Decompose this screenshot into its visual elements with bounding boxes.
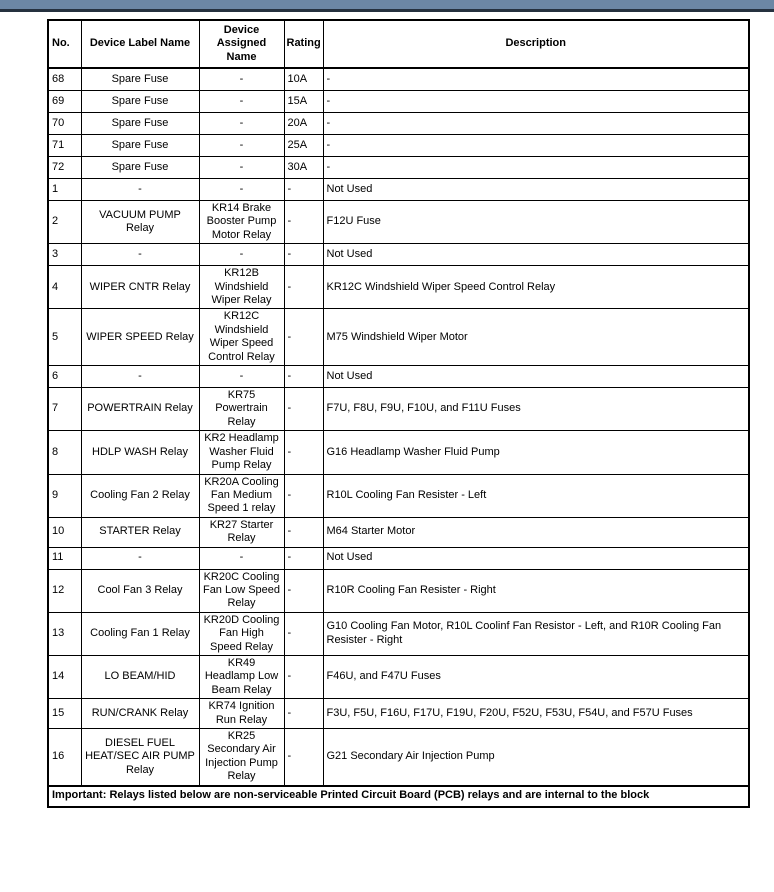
cell-no: 6 (48, 366, 81, 388)
footer-row (48, 786, 749, 807)
cell-description: G21 Secondary Air Injection Pump (323, 729, 749, 786)
cell-rating: - (284, 729, 323, 786)
cell-description: R10R Cooling Fan Resister - Right (323, 569, 749, 612)
table-body (48, 68, 749, 786)
cell-label: WIPER CNTR Relay (81, 266, 199, 309)
cell-no: 12 (48, 569, 81, 612)
cell-no: 2 (48, 201, 81, 244)
cell-no: 72 (48, 157, 81, 179)
table-row (48, 655, 749, 698)
cell-description: Not Used (323, 244, 749, 266)
cell-label: WIPER SPEED Relay (81, 309, 199, 366)
cell-label: Spare Fuse (81, 135, 199, 157)
cell-no: 8 (48, 431, 81, 474)
cell-rating: - (284, 517, 323, 547)
cell-description: KR12C Windshield Wiper Speed Control Relay (323, 266, 749, 309)
cell-no: 11 (48, 547, 81, 569)
cell-rating: - (284, 201, 323, 244)
table-row (48, 135, 749, 157)
cell-no: 4 (48, 266, 81, 309)
cell-no: 15 (48, 699, 81, 729)
cell-label: Cooling Fan 1 Relay (81, 612, 199, 655)
cell-description: - (323, 113, 749, 135)
cell-no: 71 (48, 135, 81, 157)
cell-assigned: - (199, 179, 284, 201)
cell-rating: - (284, 266, 323, 309)
cell-label: Spare Fuse (81, 113, 199, 135)
column-header: No. (48, 20, 81, 68)
cell-assigned: KR74 Ignition Run Relay (199, 699, 284, 729)
cell-label: LO BEAM/HID (81, 655, 199, 698)
cell-no: 1 (48, 179, 81, 201)
cell-no: 16 (48, 729, 81, 786)
cell-description: Not Used (323, 366, 749, 388)
cell-assigned: - (199, 366, 284, 388)
cell-description: - (323, 135, 749, 157)
cell-no: 70 (48, 113, 81, 135)
cell-label: Cool Fan 3 Relay (81, 569, 199, 612)
footer-note: Important: Relays listed below are non-serviceable Printed Circuit Board (PCB) relays and are internal to the block (48, 786, 749, 807)
cell-rating: - (284, 547, 323, 569)
cell-assigned: - (199, 244, 284, 266)
cell-assigned: - (199, 547, 284, 569)
document-page (47, 19, 774, 808)
table-row (48, 699, 749, 729)
cell-description: - (323, 91, 749, 113)
cell-label: VACUUM PUMP Relay (81, 201, 199, 244)
table-row (48, 266, 749, 309)
cell-rating: - (284, 179, 323, 201)
cell-description: M75 Windshield Wiper Motor (323, 309, 749, 366)
table-row (48, 388, 749, 431)
cell-assigned: KR20D Cooling Fan High Speed Relay (199, 612, 284, 655)
cell-description: R10L Cooling Fan Resister - Left (323, 474, 749, 517)
cell-label: DIESEL FUEL HEAT/SEC AIR PUMP Relay (81, 729, 199, 786)
cell-assigned: KR12C Windshield Wiper Speed Control Relay (199, 309, 284, 366)
cell-rating: - (284, 569, 323, 612)
cell-description: M64 Starter Motor (323, 517, 749, 547)
cell-label: POWERTRAIN Relay (81, 388, 199, 431)
column-header: Description (323, 20, 749, 68)
cell-rating: - (284, 244, 323, 266)
cell-assigned: - (199, 157, 284, 179)
cell-rating: - (284, 474, 323, 517)
cell-assigned: KR25 Secondary Air Injection Pump Relay (199, 729, 284, 786)
cell-label: HDLP WASH Relay (81, 431, 199, 474)
cell-description: - (323, 68, 749, 91)
cell-no: 13 (48, 612, 81, 655)
cell-no: 69 (48, 91, 81, 113)
table-row (48, 201, 749, 244)
table-row (48, 179, 749, 201)
cell-assigned: KR20A Cooling Fan Medium Speed 1 relay (199, 474, 284, 517)
cell-description: - (323, 157, 749, 179)
cell-assigned: KR2 Headlamp Washer Fluid Pump Relay (199, 431, 284, 474)
cell-description: Not Used (323, 547, 749, 569)
top-accent-bar (0, 0, 774, 12)
table-row (48, 68, 749, 91)
cell-rating: - (284, 309, 323, 366)
cell-no: 7 (48, 388, 81, 431)
cell-assigned: KR49 Headlamp Low Beam Relay (199, 655, 284, 698)
cell-rating: - (284, 612, 323, 655)
cell-assigned: KR12B Windshield Wiper Relay (199, 266, 284, 309)
table-row (48, 474, 749, 517)
column-header: Device Label Name (81, 20, 199, 68)
cell-label: Spare Fuse (81, 68, 199, 91)
cell-assigned: KR27 Starter Relay (199, 517, 284, 547)
cell-label: - (81, 366, 199, 388)
cell-label: Spare Fuse (81, 91, 199, 113)
column-header: Device Assigned Name (199, 20, 284, 68)
cell-rating: 10A (284, 68, 323, 91)
table-row (48, 366, 749, 388)
cell-no: 68 (48, 68, 81, 91)
fuse-relay-table (47, 19, 750, 808)
cell-rating: 15A (284, 91, 323, 113)
cell-description: G10 Cooling Fan Motor, R10L Coolinf Fan Resistor - Left, and R10R Cooling Fan Resister - Right (323, 612, 749, 655)
cell-rating: - (284, 431, 323, 474)
cell-description: G16 Headlamp Washer Fluid Pump (323, 431, 749, 474)
cell-label: Spare Fuse (81, 157, 199, 179)
cell-rating: 30A (284, 157, 323, 179)
cell-rating: 20A (284, 113, 323, 135)
cell-no: 14 (48, 655, 81, 698)
cell-label: RUN/CRANK Relay (81, 699, 199, 729)
table-row (48, 547, 749, 569)
header-row (48, 20, 749, 68)
cell-label: - (81, 244, 199, 266)
cell-description: F3U, F5U, F16U, F17U, F19U, F20U, F52U, F53U, F54U, and F57U Fuses (323, 699, 749, 729)
table-row (48, 517, 749, 547)
cell-assigned: - (199, 113, 284, 135)
cell-assigned: - (199, 68, 284, 91)
table-row (48, 244, 749, 266)
table-row (48, 309, 749, 366)
table-row (48, 113, 749, 135)
cell-assigned: KR14 Brake Booster Pump Motor Relay (199, 201, 284, 244)
cell-description: F46U, and F47U Fuses (323, 655, 749, 698)
cell-assigned: KR75 Powertrain Relay (199, 388, 284, 431)
cell-assigned: KR20C Cooling Fan Low Speed Relay (199, 569, 284, 612)
column-header: Rating (284, 20, 323, 68)
cell-description: F12U Fuse (323, 201, 749, 244)
cell-label: - (81, 179, 199, 201)
table-row (48, 612, 749, 655)
cell-rating: - (284, 655, 323, 698)
table-row (48, 729, 749, 786)
cell-assigned: - (199, 91, 284, 113)
cell-no: 10 (48, 517, 81, 547)
cell-description: Not Used (323, 179, 749, 201)
cell-description: F7U, F8U, F9U, F10U, and F11U Fuses (323, 388, 749, 431)
table-row (48, 157, 749, 179)
table-row (48, 91, 749, 113)
cell-assigned: - (199, 135, 284, 157)
cell-rating: - (284, 388, 323, 431)
cell-rating: 25A (284, 135, 323, 157)
cell-no: 3 (48, 244, 81, 266)
cell-label: Cooling Fan 2 Relay (81, 474, 199, 517)
table-row (48, 431, 749, 474)
cell-label: STARTER Relay (81, 517, 199, 547)
cell-rating: - (284, 699, 323, 729)
cell-no: 5 (48, 309, 81, 366)
table-row (48, 569, 749, 612)
cell-rating: - (284, 366, 323, 388)
cell-no: 9 (48, 474, 81, 517)
cell-label: - (81, 547, 199, 569)
